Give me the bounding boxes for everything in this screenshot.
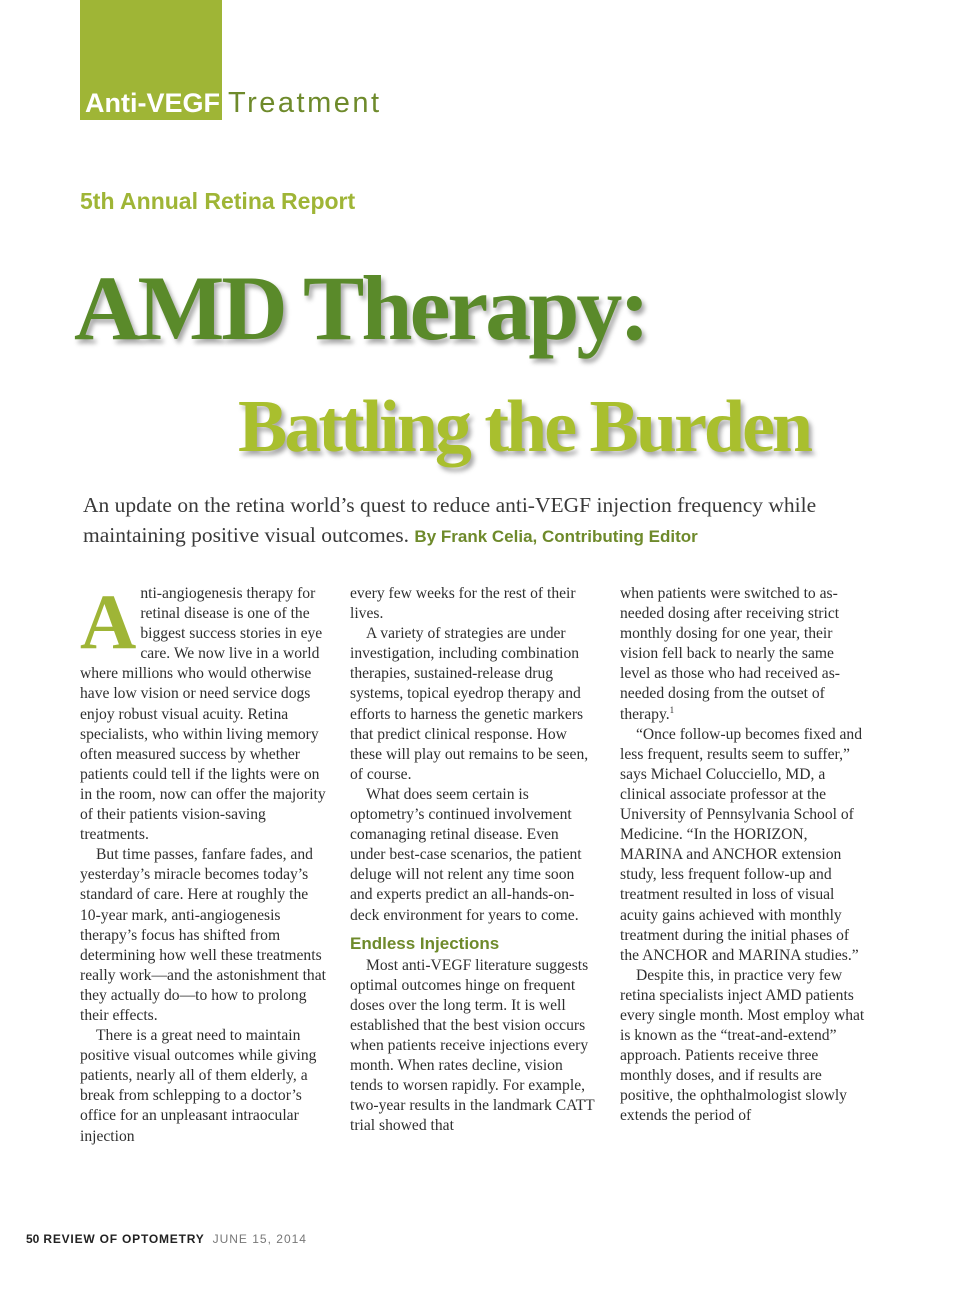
headline-line-1: AMD Therapy: xyxy=(74,257,648,359)
paragraph: “Once follow-up becomes fixed and less frequent, results seem to suffer,” says Michael Colucciello, MD, a clinical associate professor at the University of Pennsylvania School of Medicine. “In the HORIZON, MARINA and ANCHOR extension study, less frequent follow-up and treatment resulted in loss of visual acuity gains achieved with monthly treatment during the initial phases of the ANCHOR and MARINA studies.” xyxy=(620,725,863,964)
paragraph: A variety of strategies are under investigation, including combination therapies, sustained-release drug systems, topical eyedrop therapy and efforts to harness the genetic markers that predict clinical response. How these will play out remains to be seen, of course. xyxy=(350,625,589,783)
paragraph-text: nti-angiogenesis therapy for retinal disease is one of the biggest success stories in eye care. We now live in a world where millions who would otherwise have low vision or need service dogs enjoy robust visual acuity. Retina specialists, who within living memory often measured success by whether patients could tell if the lights were on in the room, now can offer the majority of their patients vision-saving treatments. xyxy=(80,585,326,844)
issue-date: JUNE 15, 2014 xyxy=(212,1232,307,1246)
body-column-1 xyxy=(80,578,326,1147)
drop-cap: A xyxy=(80,578,137,665)
paragraph: What does seem certain is optometry’s continued involvement comanaging retinal disease. Even under best-case scenarios, the patient deluge will not relent any time soon and experts predict an all-hands-on-deck environment for years to come. xyxy=(350,785,582,924)
page-footer xyxy=(26,1232,307,1246)
paragraph xyxy=(620,584,866,725)
section-label-strong: Anti-VEGF xyxy=(85,88,220,118)
section-label-light: Treatment xyxy=(228,87,382,119)
paragraph: Most anti-VEGF literature suggests optimal outcomes hinge on frequent doses over the long term. It is well established that the best vision occurs when patients receive injections every month. When rates decline, vision tends to worsen rapidly. For example, two-year results in the landmark CATT trial showed that xyxy=(350,956,595,1135)
section-header xyxy=(85,84,382,120)
deck-text: An update on the retina world’s quest to reduce anti-VEGF injection frequency while maintaining positive visual outcomes. xyxy=(83,493,817,547)
article-deck xyxy=(83,490,883,552)
subhead: Endless Injections xyxy=(350,933,500,953)
body-column-2 xyxy=(350,584,596,1136)
paragraph: There is a great need to maintain positive visual outcomes while giving patients, nearly all of them elderly, a break from schlepping to a doctor’s office for an unpleasant intraocular injection xyxy=(80,1027,317,1145)
paragraph xyxy=(80,578,326,845)
magazine-name: REVIEW OF OPTOMETRY xyxy=(43,1232,205,1246)
headline-line-2: Battling the Burden xyxy=(238,386,811,468)
report-kicker: 5th Annual Retina Report xyxy=(80,188,356,214)
paragraph: Despite this, in practice very few retina specialists inject AMD patients every single month. Most employ what is known as the “treat-and-extend” approach. Patients receive three monthly doses, and if results are positive, the ophthalmologist slowly extends the period of xyxy=(620,966,865,1125)
page-number: 50 xyxy=(26,1232,40,1246)
body-column-3 xyxy=(620,584,866,1127)
byline: By Frank Celia, Contributing Editor xyxy=(414,527,698,546)
reference-marker: 1 xyxy=(669,704,675,715)
paragraph-text: when patients were switched to as-needed dosing after receiving strict monthly dosing for one year, their vision fell back to nearly the same level as those who had received as-needed dosing from the outset of therapy. xyxy=(620,585,840,723)
paragraph: But time passes, fanfare fades, and yesterday’s miracle becomes today’s standard of care. Here at roughly the 10-year mark, anti-angiogenesis therapy’s focus has shifted from determining how well these treatments really work—and the astonishment that they actually do—to how to prolong their effects. xyxy=(80,846,326,1024)
paragraph: every few weeks for the rest of their lives. xyxy=(350,585,576,623)
